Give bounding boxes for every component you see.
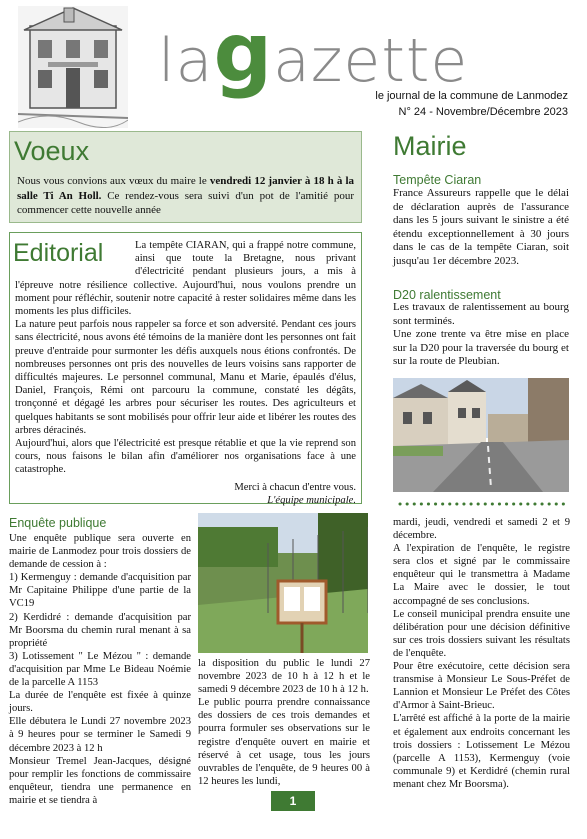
ciaran-text: France Assureurs rappelle que le délai de déclaration auprès de l'assurance dans les 5 jours suivant le sinistre a été étendu exceptionnellement à 30 jours dans le cas de la tempête Ciaran, soit jusqu'au 1er décembre 2023. (393, 187, 569, 267)
d20-subheading: D20 ralentissement (393, 288, 501, 302)
tagline: le journal de la commune de Lanmodez (375, 90, 568, 102)
notice-board-photo (198, 513, 368, 653)
d20-paragraph: Une zone trente va être mise en place sur la D20 pour la traversée du bourg et sur la route de Pleubian. (393, 328, 569, 368)
enquete-paragraph: La durée de l'enquête est fixée à quinze jours. (9, 690, 191, 715)
ciaran-subheading: Tempête Ciaran (393, 173, 482, 187)
editorial-signature: L'équipe municipale. (267, 494, 356, 506)
editorial-paragraph: La nature peut parfois nous rappeler sa force et son adversité. Pendant ces jours sans électricité, nous avons été témoins de la manière dont les personnes ont fait preuve d'entraide pour surmonter les défis auxquels nous étions confrontés. De nombreuses personnes ont pris des nouvelles de leurs voisins sans rapporter de difficultés majeures. Le personnel communal, Manu et Marie, épaulés d'élus, Daniel, François, Rémi ont parcouru la commune, constaté les dégâts, tronçonné et dégagé les arbres pour sécuriser les routes. Des agriculteurs et quelques habitants se sont mobilisés pour offrir leur aide et libérer les routes des arbres déracinés. (15, 319, 356, 436)
dotted-divider (398, 494, 568, 500)
editorial-heading: Editorial (13, 239, 104, 267)
enquete-paragraph: Le conseil municipal prendra ensuite une délibération pour une décision définitive sur ces trois dossiers suivant les résultats de l'enquête. (393, 608, 570, 659)
enquete-paragraph: 3) Lotissement " Le Mézou " : demande d'acquisition par Mme Le Bideau Noémie de la parcelle A 1153 (9, 650, 191, 689)
enquete-paragraph: Pour être exécutoire, cette décision sera transmise à Monsieur Le Sous-Préfet de Lannion et Monsieur Le Préfet des Côtes d'Armor à Saint-Brieuc. (393, 661, 570, 712)
village-road-photo (393, 378, 569, 492)
voeux-heading: Voeux (14, 136, 90, 166)
enquete-paragraph: Monsieur Tremel Jean-Jacques, désigné pour remplir les fonctions de commissaire enquêteur, tiendra une permanence en mairie et se tiendra à (9, 755, 191, 806)
page-number: 1 (271, 791, 315, 811)
enquete-paragraph: 1) Kermenguy : demande d'acquisition par Mr Capitaine Philippe d'une partie de la VC19 (9, 572, 191, 610)
editorial-text (15, 239, 356, 507)
enquete-paragraph: Une enquête publique sera ouverte en mairie de Lanmodez pour trois dossiers de demande de cession à : (9, 533, 191, 571)
voeux-box (9, 131, 362, 223)
enquete-paragraph: A l'expiration de l'enquête, le registre sera clos et signé par le commissaire enquêteur qui le transmettra à Madame La Maire avec le dossier, le tout accompagné de ses conclusions. (393, 543, 570, 607)
enquete-paragraph: la disposition du public le lundi 27 novembre 2023 de 10 h à 12 h et le samedi 9 décembre 2023 de 10 h à 12 h. (198, 658, 370, 696)
voeux-text: Nous vous convions aux vœux du maire le vendredi 12 janvier à 18 h à la salle Ti An Holl. Ce rendez-vous sera suivi d'un pot de l'amitié pour commencer cette nouvelle année (17, 175, 355, 216)
mairie-heading: Mairie (393, 131, 467, 161)
town-hall-sketch-logo (18, 6, 128, 128)
enquete-paragraph: 2) Kerdidré : demande d'acquisition par Mr Boorsma du chemin rural menant à sa propriété (9, 611, 191, 649)
enquete-paragraph: Le public pourra prendre connaissance des dossiers de ces trois demandes et pourra formuler ses observations sur le registre d'enquête ouvert en mairie et réservé à cet usage, tous les jours ouvrables de l'enquête, de 9 heures 00 à 12 heures les lundi, (198, 697, 370, 787)
d20-paragraph: Les travaux de ralentissement au bourg sont terminés. (393, 301, 569, 327)
issue-number: N° 24 - Novembre/Décembre 2023 (398, 106, 568, 118)
enquete-paragraph: L'arrêté est affiché à la porte de la mairie et également aux endroits concernant les trois dossiers : Lotissement Le Mézou (parcelle A 1153), Kermenguy (voie communale 9) et Kerdidré (chemin rural menant chez Mr Boorsma). (393, 713, 570, 790)
editorial-thanks: Merci à chacun d'entre vous. (234, 481, 356, 493)
enquete-column-3 (393, 516, 570, 791)
editorial-box (9, 232, 362, 504)
enquete-paragraph: mardi, jeudi, vendredi et samedi 2 et 9 décembre. (393, 517, 570, 542)
d20-text (393, 301, 569, 369)
enquete-paragraph: Elle débutera le Lundi 27 novembre 2023 à 9 heures pour se terminer le Samedi 9 décembre 2023 à 12 h (9, 716, 191, 754)
enquete-column-1 (9, 532, 191, 807)
editorial-paragraph: Aujourd'hui, alors que l'électricité est presque rétablie et que la vie reprend son cours, nous faisons le bilan afin d'améliorer nos organisations face à une catastrophe. (15, 438, 356, 476)
enquete-column-2 (198, 657, 370, 788)
enquete-heading: Enquête publique (9, 516, 107, 530)
editorial-paragraph: La tempête CIARAN, qui a frappé notre commune, ainsi que toute la Bretagne, nous privant d'électricité pendant plusieurs jours, a mis à l'épreuve notre résilience collective. Aujourd'hui, nous voulons prendre un moment pour réfléchir, soutenir notre capacité à rester solidaires même dans les moments les plus difficiles. (15, 240, 356, 318)
newspaper-masthead: lagazette (158, 6, 469, 101)
